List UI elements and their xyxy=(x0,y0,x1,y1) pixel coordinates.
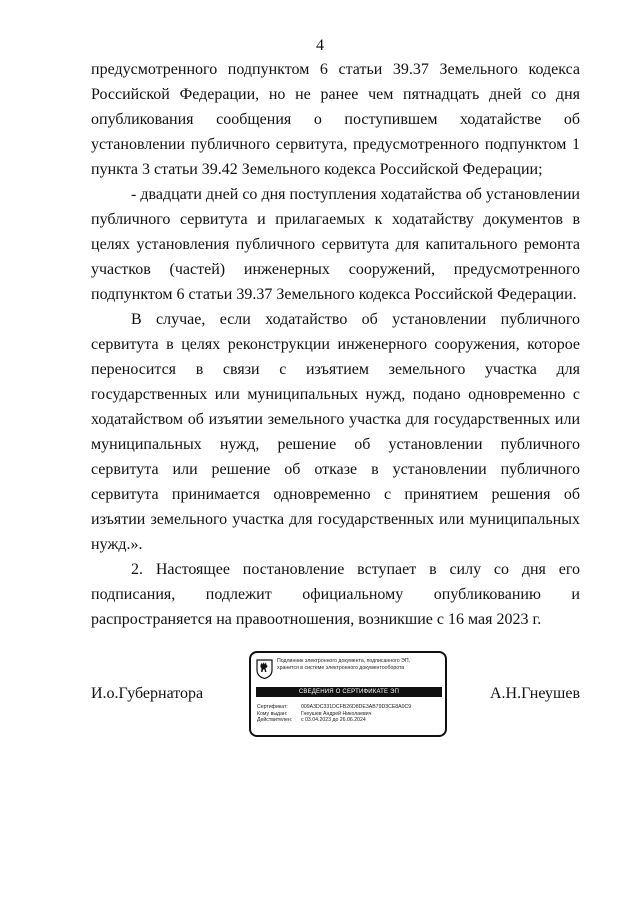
issued-to-value: Гнеушев Андрей Николаевич xyxy=(301,710,372,717)
certificate-row xyxy=(257,704,443,711)
certificate-info-bar: СВЕДЕНИЯ О СЕРТИФИКАТЕ ЭП xyxy=(256,687,442,697)
paragraph-1: предусмотренного подпунктом 6 статьи 39.37 Земельного кодекса Российской Федерации, но не ранее чем пятнадцать дней со дня опубликования сообщения о поступившем ходатайстве об установлении публичного сервитута, предусмотренного подпунктом 1 пункта 3 статьи 39.42 Земельного кодекса Российской Федерации; xyxy=(91,61,580,178)
signatory-name: А.Н.Гнеушев xyxy=(490,685,580,702)
coat-of-arms-icon xyxy=(256,659,273,679)
validity-value: с 03.04.2023 до 26.06.2024 xyxy=(301,717,366,724)
document-body xyxy=(91,57,580,632)
page-number: 4 xyxy=(316,37,324,54)
certificate-label: Сертификат: xyxy=(257,704,288,710)
paragraph-3: В случае, если ходатайство об установлении публичного сервитута в целях реконструкции инженерного сооружения, которое переносится в связи с изъятием земельного участка для государственных или муниципальных нужд, подано одновременно с ходатайством об изъятии земельного участка для государственных или муниципальных нужд, решение об установлении публичного сервитута или решение об отказе в установлении публичного сервитута принимается одновременно с принятием решения об изъятии земельного участка для государственных или муниципальных нужд.». xyxy=(91,311,580,553)
validity-label: Действителен: xyxy=(257,717,293,724)
paragraph-2: - двадцати дней со дня поступления ходатайства об установлении публичного сервитута и прилагаемых к ходатайству документов в целях установления публичного сервитута для капитального ремонта участков (частей) инженерных сооружений, предусмотренного подпунктом 6 статьи 39.37 Земельного кодекса Российской Федерации. xyxy=(91,186,580,303)
issued-to-label: Кому выдан: xyxy=(257,710,288,717)
paragraph-4: 2. Настоящее постановление вступает в силу со дня его подписания, подлежит официальному опубликованию и распространяется на правоотношения, возникшие с 16 мая 2023 г. xyxy=(91,561,580,628)
stamp-header xyxy=(277,658,445,671)
signatory-position: И.о.Губернатора xyxy=(91,685,204,702)
stamp-header-line-2: хранится в системе электронного документооборота xyxy=(277,664,405,671)
certificate-details xyxy=(257,704,443,724)
certificate-value: 009A3DC331DCFB26D8DE3AB79D3CE8A0C9 xyxy=(301,704,412,710)
stamp-header-line-1: Подлинник электронного документа, подписанного ЭП, xyxy=(277,658,411,664)
electronic-signature-stamp xyxy=(249,651,447,737)
validity-row xyxy=(257,717,443,724)
